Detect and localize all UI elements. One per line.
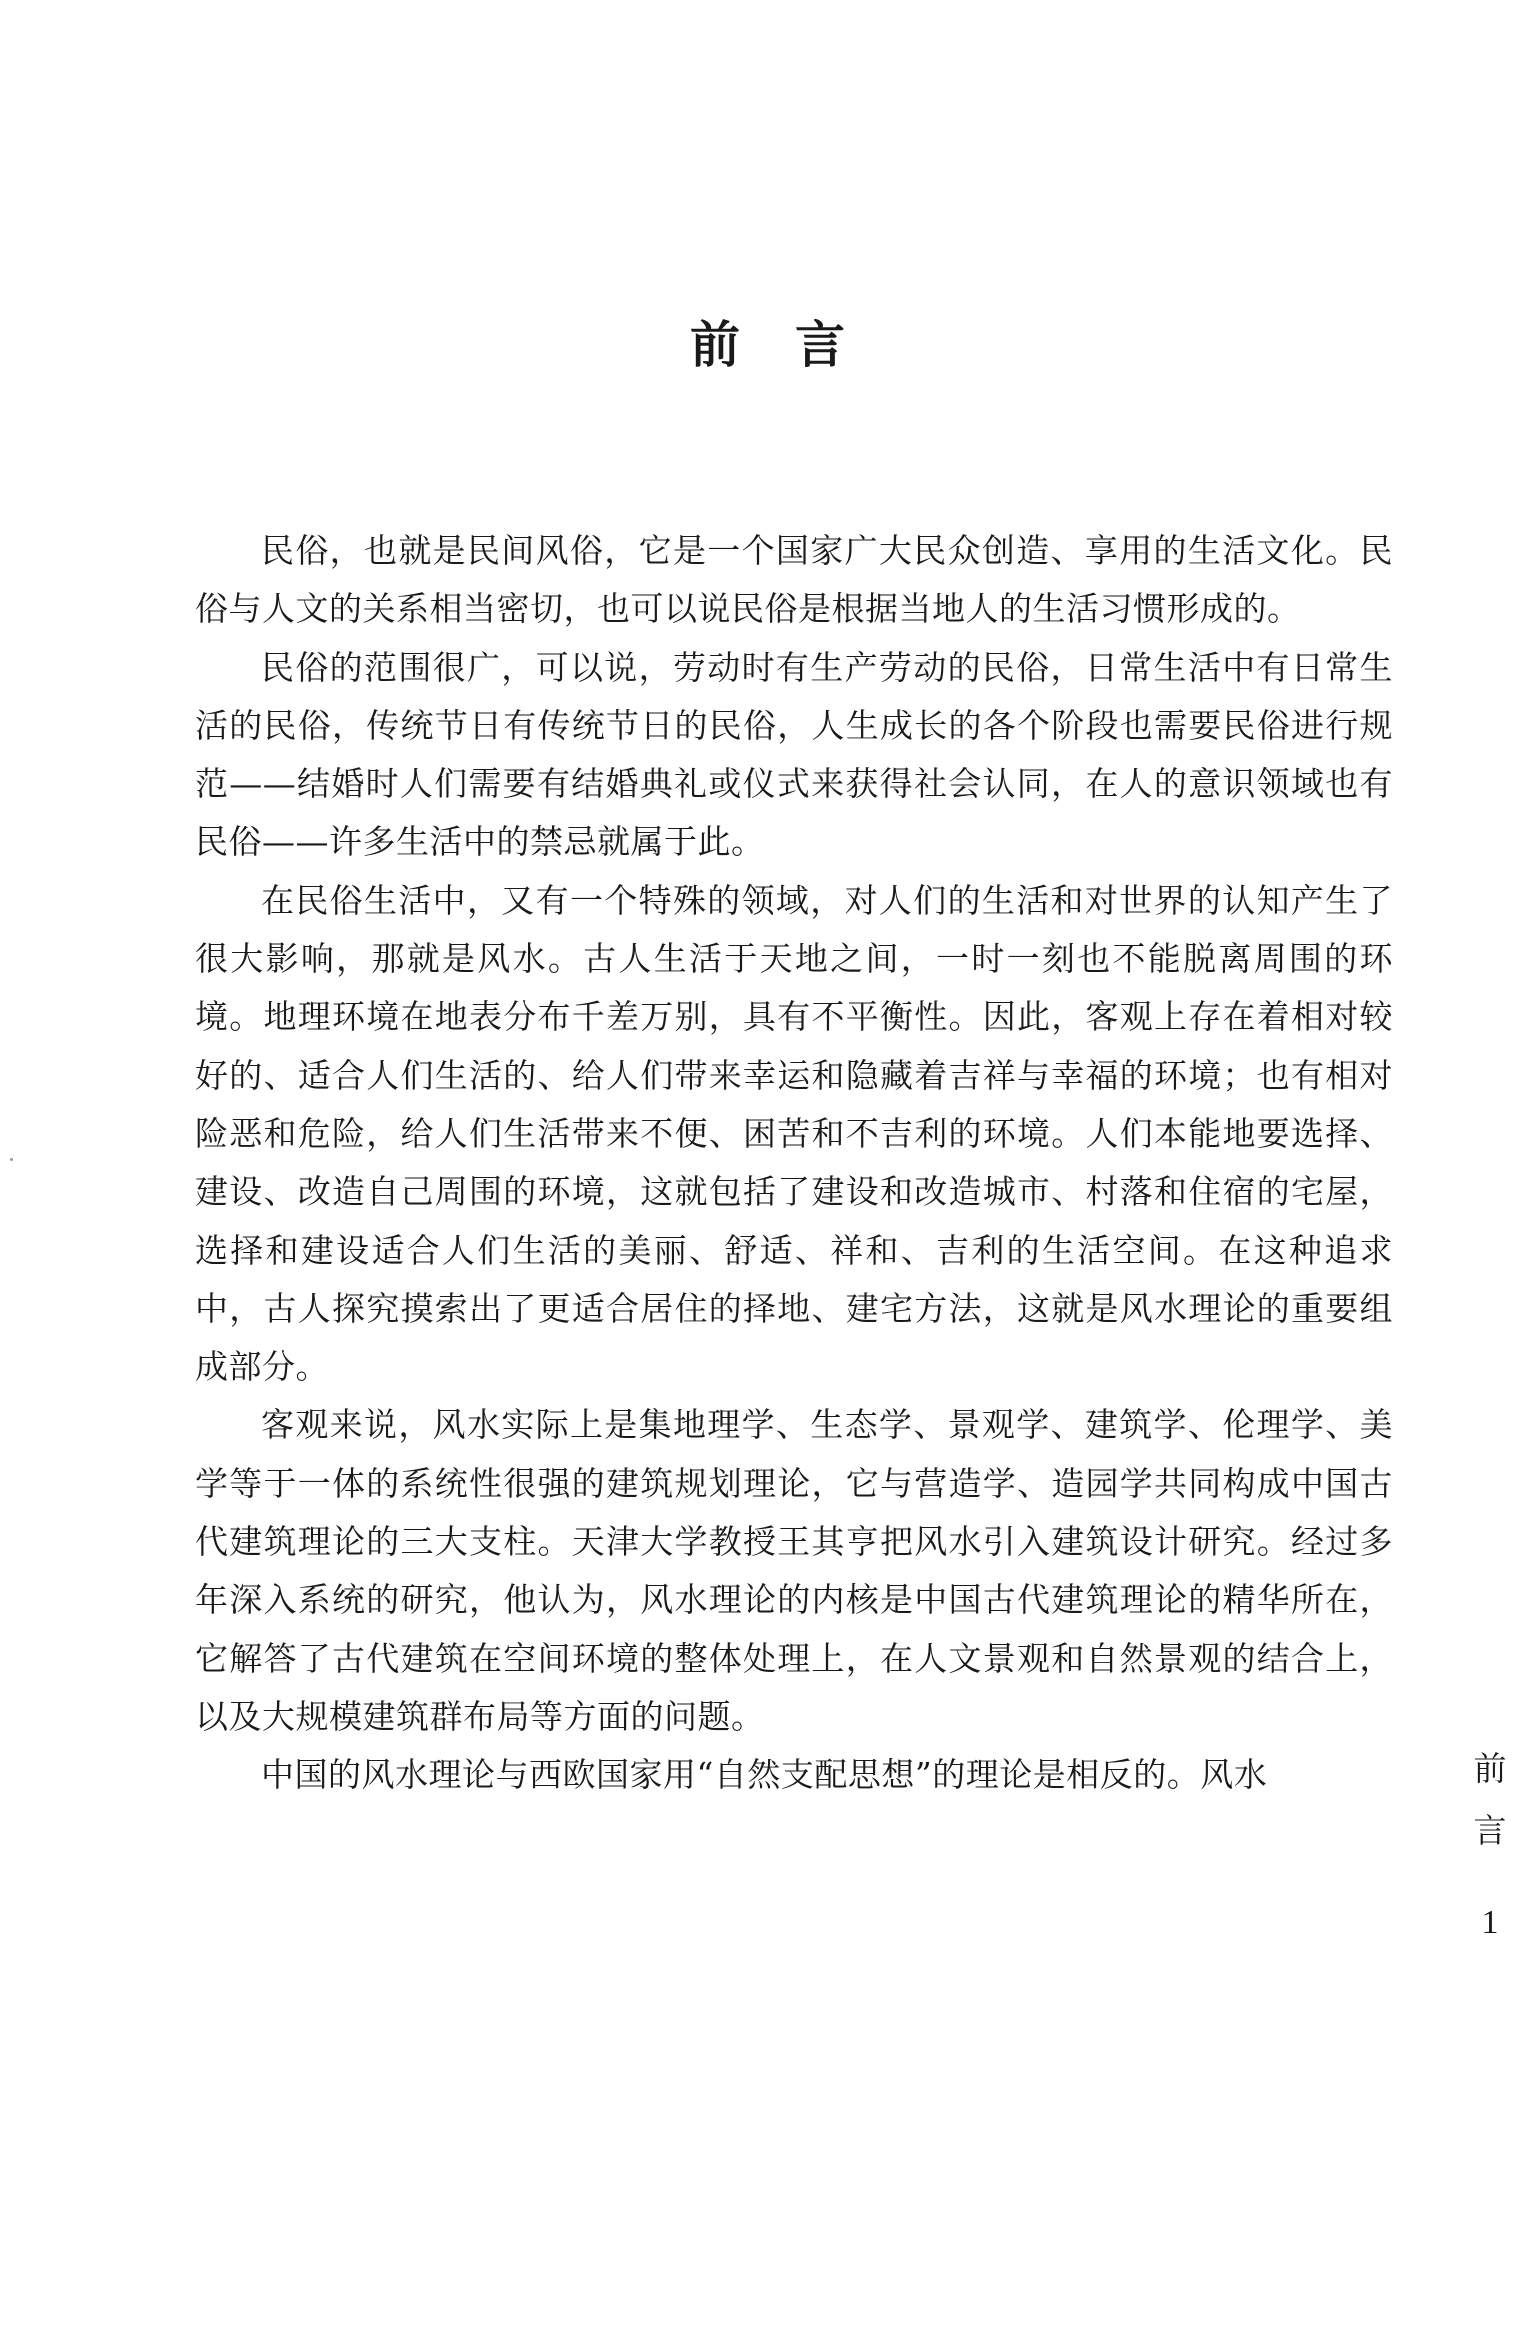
scan-speck: [10, 1158, 13, 1161]
page-title: 前言: [690, 316, 900, 374]
paragraph-3: 在民俗生活中，又有一个特殊的领域，对人们的生活和对世界的认知产生了很大影响，那就是风水。古人生活于天地之间，一时一刻也不能脱离周围的环境。地理环境在地表分布千差万别，具有不平衡性。因此，客观上存在着相对较好的、适合人们生活的、给人们带来幸运和隐藏着吉祥与幸福的环境；也有相对险恶和危险，给人们生活带来不便、困苦和不吉利的环境。人们本能地要选择、建设、改造自己周围的环境，这就包括了建设和改造城市、村落和住宿的宅屋，选择和建设适合人们生活的美丽、舒适、祥和、吉利的生活空间。在这种追求中，古人探究摸索出了更适合居住的择地、建宅方法，这就是风水理论的重要组成部分。: [195, 880, 1393, 1387]
body-text: [195, 522, 1393, 1805]
paragraph-4: 客观来说，风水实际上是集地理学、生态学、景观学、建筑学、伦理学、美学等于一体的系统性很强的建筑规划理论，它与营造学、造园学共同构成中国古代建筑理论的三大支柱。天津大学教授王其亨把风水引入建筑设计研究。经过多年深入系统的研究，他认为，风水理论的内核是中国古代建筑理论的精华所在，它解答了古代建筑在空间环境的整体处理上，在人文景观和自然景观的结合上，以及大规模建筑群布局等方面的问题。: [195, 1405, 1393, 1736]
running-head-char-1: 前: [1473, 1749, 1507, 1788]
paragraph-1: 民俗，也就是民间风俗，它是一个国家广大民众创造、享用的生活文化。民俗与人文的关系相当密切，也可以说民俗是根据当地人的生活习惯形成的。: [195, 531, 1393, 629]
side-running-head: [1465, 1738, 1515, 1862]
page-number: 1: [1481, 1904, 1499, 1941]
paragraph-5: 中国的风水理论与西欧国家用“自然支配思想”的理论是相反的。风水: [261, 1755, 1268, 1795]
running-head-char-2: 言: [1473, 1811, 1507, 1850]
paragraph-2: 民俗的范围很广，可以说，劳动时有生产劳动的民俗，日常生活中有日常生活的民俗，传统节日有传统节日的民俗，人生成长的各个阶段也需要民俗进行规范——结婚时人们需要有结婚典礼或仪式来获得社会认同，在人的意识领域也有民俗——许多生活中的禁忌就属于此。: [195, 647, 1393, 862]
